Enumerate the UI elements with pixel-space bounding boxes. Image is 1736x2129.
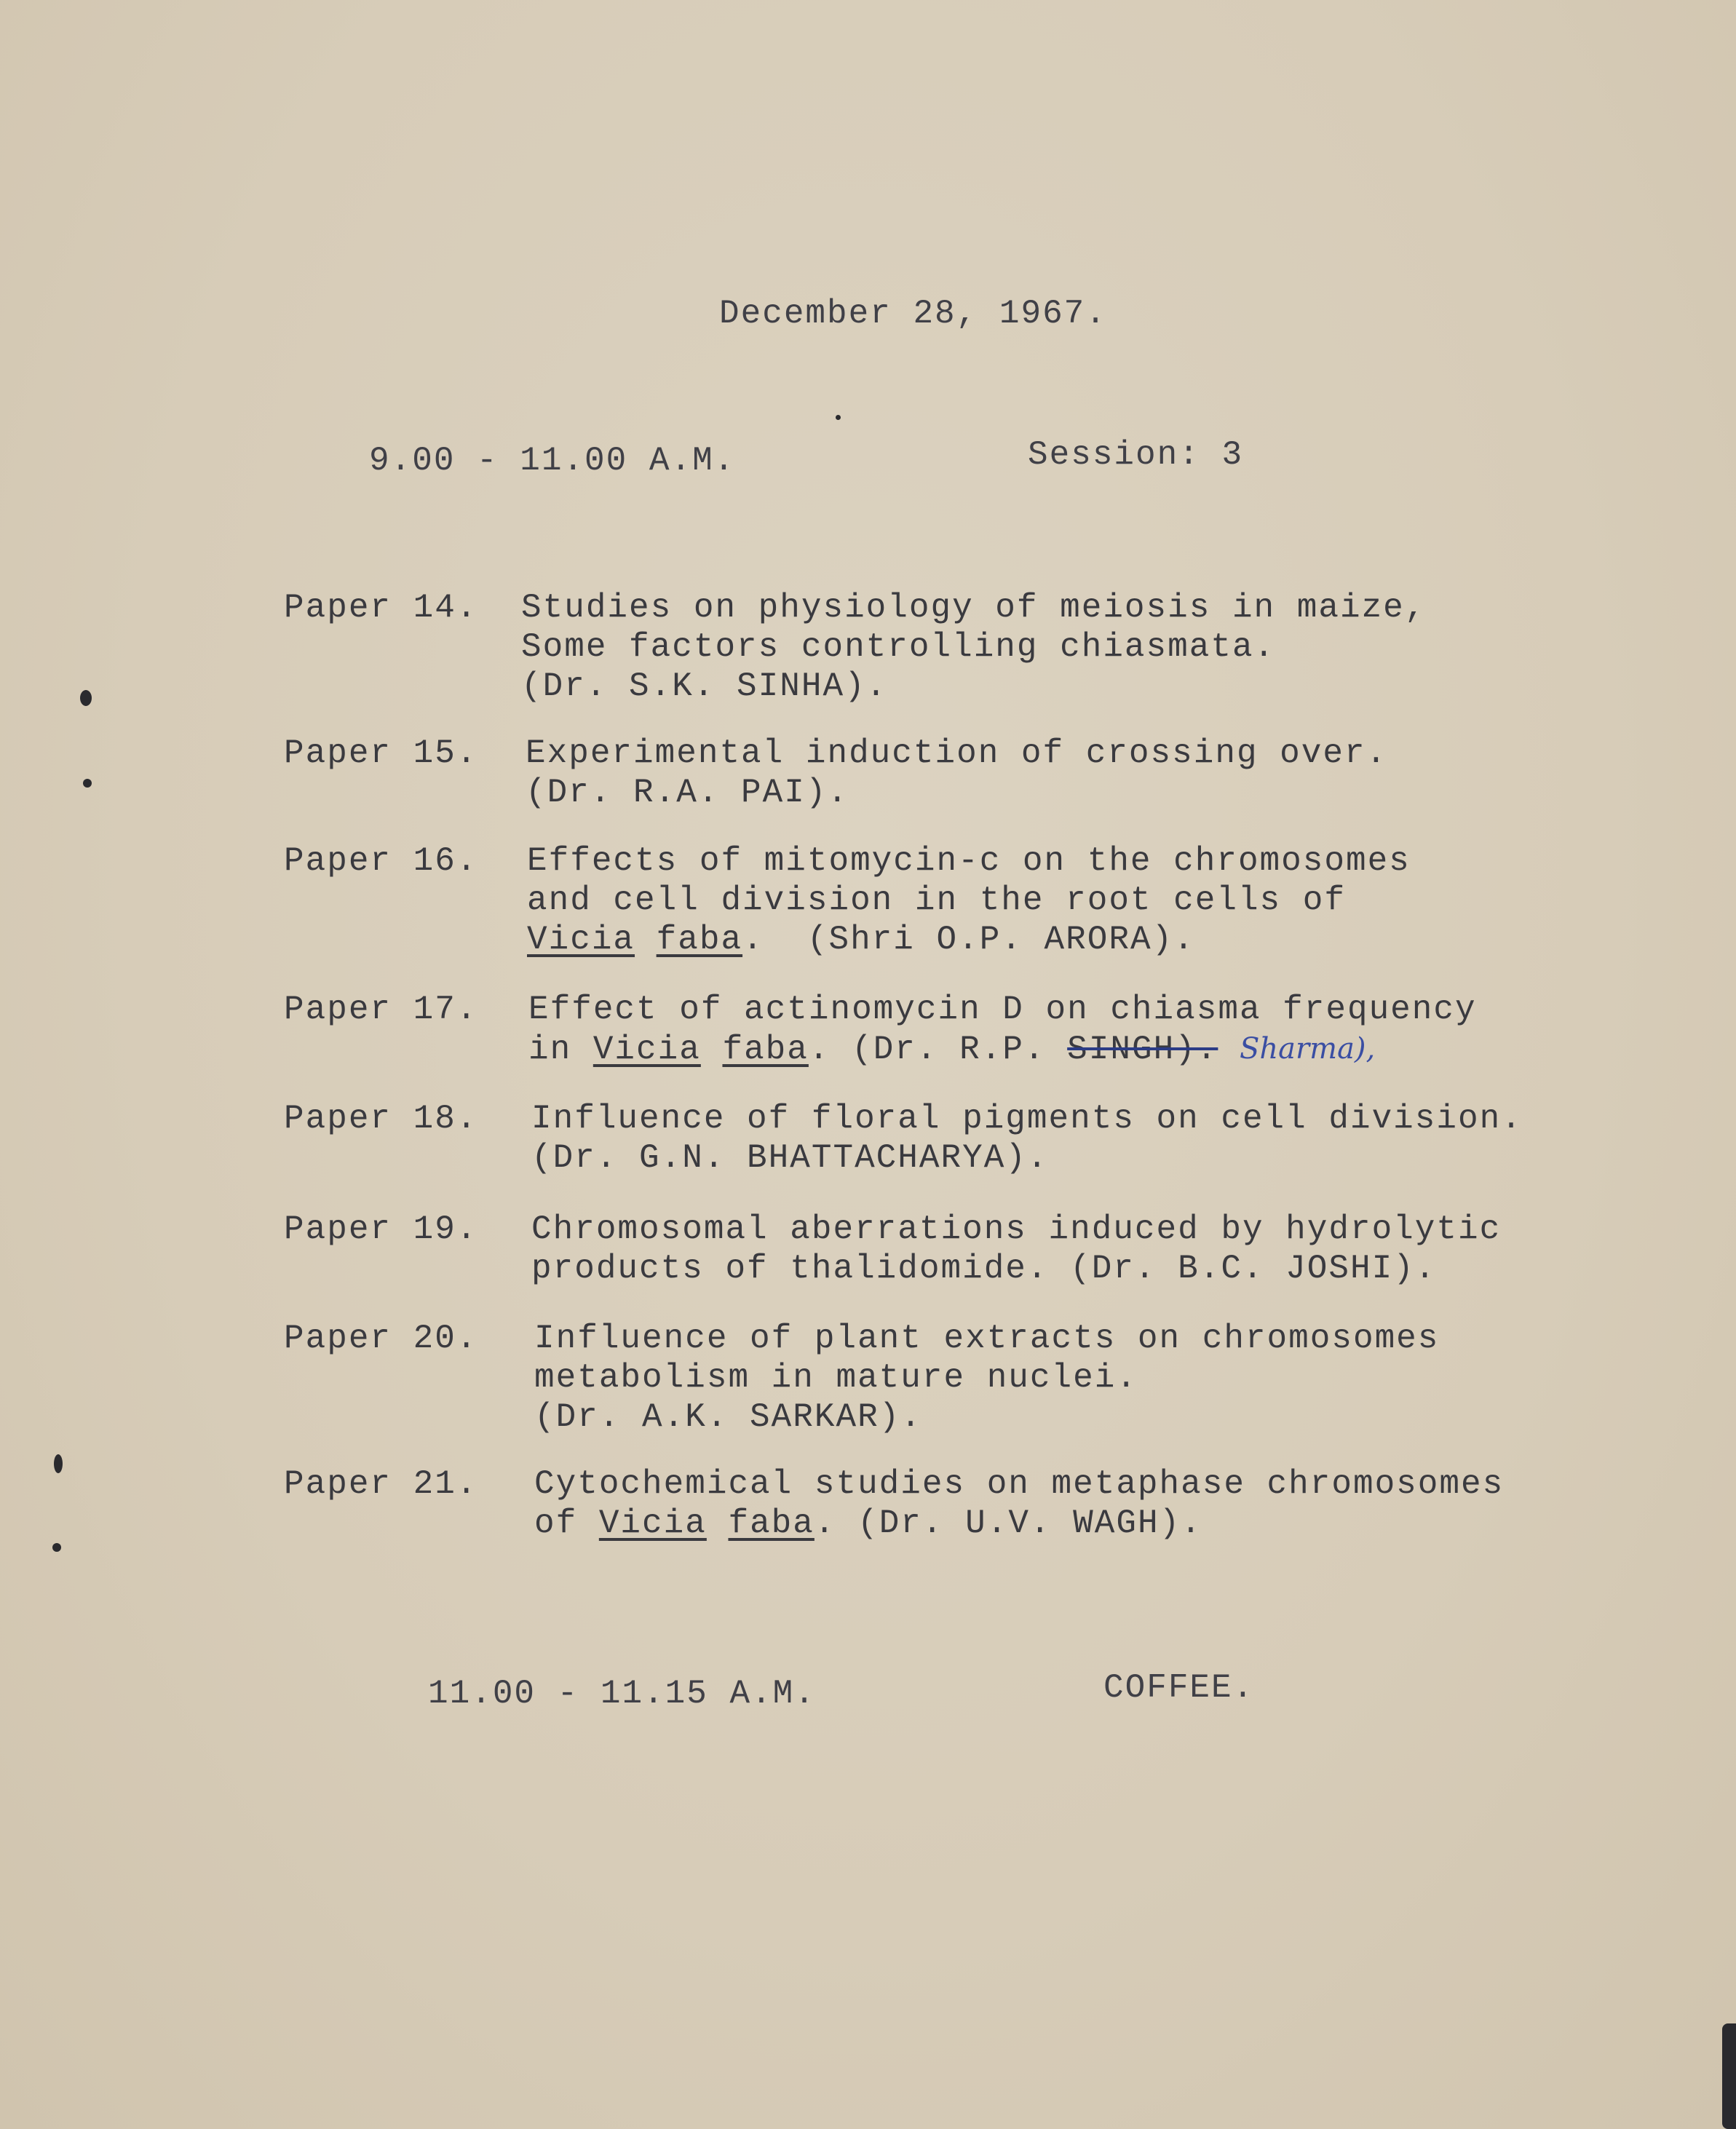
paper-title-line: Cytochemical studies on metaphase chromosomes [534,1465,1505,1503]
session-time: 9.00 - 11.00 A.M. [369,442,736,480]
paper-title-line: Experimental induction of crossing over. [526,734,1388,772]
paper-speck [54,1454,63,1473]
text-fragment: in [528,1031,593,1069]
paper-details [528,990,1477,1069]
paper-title-line: Studies on physiology of meiosis in maize, [521,589,1427,627]
genus-name: Vicia [527,921,635,959]
species-name: faba [728,1504,815,1542]
paper-author-prefix: . (Dr. R.P. [808,1031,1068,1069]
struck-author-name: SINGH). [1067,1031,1218,1069]
paper-label: Paper 18. [284,1100,478,1138]
paper-speck [80,690,92,706]
paper-speck [52,1543,61,1552]
page-edge-shadow [1722,2023,1736,2129]
paper-title-line [527,920,1411,959]
paper-title-line [534,1504,1504,1543]
paper-label: Paper 15. [284,734,478,772]
paper-title-line: Effects of mitomycin-c on the chromosomes [527,842,1411,880]
session-number: Session: 3 [1028,436,1244,474]
paper-label: Paper 21. [284,1465,478,1503]
paper-details [526,734,1387,812]
paper-title-line: metabolism in mature nuclei. [534,1359,1138,1397]
paper-details [521,588,1426,706]
paper-details [534,1319,1439,1437]
genus-name: Vicia [598,1504,707,1542]
paper-title-line: Chromosomal aberrations induced by hydrolytic [531,1210,1502,1248]
paper-author: (Dr. A.K. SARKAR). [534,1398,922,1436]
paper-title-line [528,1029,1477,1069]
paper-speck [83,779,92,788]
paper-author: (Dr. S.K. SINHA). [521,667,888,705]
paper-title-line: Effect of actinomycin D on chiasma frequency [528,991,1477,1028]
paper-label: Paper 14. [284,589,478,627]
schedule-date: December 28, 1967. [719,295,1107,333]
paper-speck [836,415,841,420]
paper-author: products of thalidomide. (Dr. B.C. JOSHI). [531,1250,1437,1288]
break-time: 11.00 - 11.15 A.M. [428,1675,816,1713]
paper-label: Paper 16. [284,842,478,880]
paper-title-line: Influence of floral pigments on cell division. [531,1100,1523,1138]
paper-author: (Dr. R.A. PAI). [526,774,849,812]
paper-details [531,1210,1501,1288]
text-fragment: of [534,1504,599,1542]
paper-title-line: Some factors controlling chiasmata. [521,628,1276,666]
genus-name: Vicia [592,1031,701,1069]
paper-title-line: Influence of plant extracts on chromosomes [534,1320,1440,1357]
paper-details [531,1099,1523,1178]
handwritten-correction: Sharma), [1240,1032,1376,1066]
paper-author: . (Shri O.P. ARORA). [742,921,1195,959]
paper-label: Paper 19. [284,1210,478,1248]
paper-title-line: and cell division in the root cells of [527,881,1346,919]
paper-author: (Dr. G.N. BHATTACHARYA). [531,1139,1049,1177]
paper-details [534,1464,1504,1543]
paper-author: . (Dr. U.V. WAGH). [814,1504,1202,1542]
paper-label: Paper 20. [284,1320,478,1357]
species-name: faba [722,1031,809,1069]
species-name: faba [656,921,743,959]
break-label: COFFEE. [1103,1669,1255,1707]
paper-details [527,841,1411,959]
paper-label: Paper 17. [284,991,478,1028]
